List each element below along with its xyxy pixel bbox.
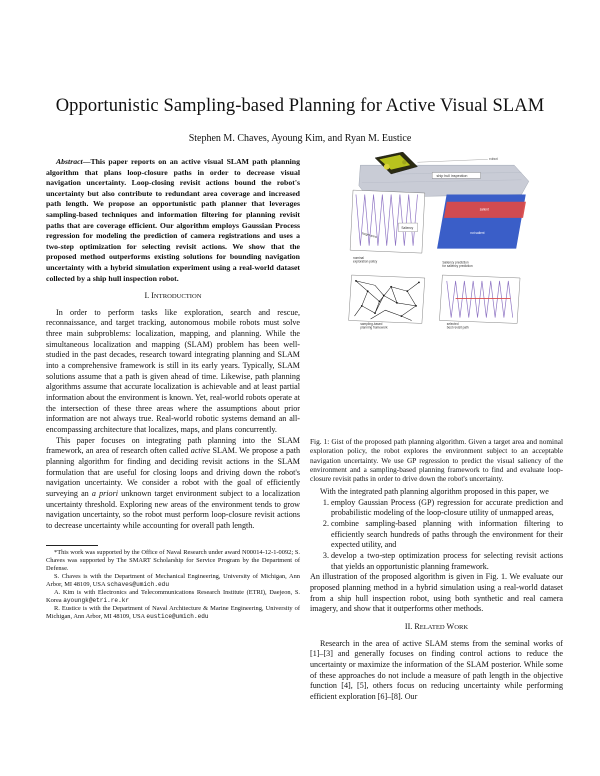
label-target-area: target area — [361, 231, 378, 239]
selected-path-panel — [439, 275, 520, 329]
figure-1 — [312, 152, 564, 434]
footnote-eustice: R. Eustice is with the Department of Naval Architecture & Marine Engineering, University of Michigan, Ann Arbor, MI 48109, USA eustice@umich.edu — [46, 605, 300, 621]
label-gp-prediction: Saliency prediction for saliency prediction — [442, 260, 473, 268]
label-robot: robot — [489, 157, 498, 162]
footnote-kim: A. Kim is with Electronics and Telecommunications Research Institute (ETRI), Daejeon, S. Korea ayoungk@etri.re.kr — [46, 589, 300, 605]
abstract-label: Abstract — [56, 157, 83, 166]
intro-paragraph-1: In order to perform tasks like exploration, search and rescue, reconnaissance, and target tracking, autonomous mobile robots must solve three main subproblems: localization, mapping, and planning. While the simultaneous localization and mapping (SLAM) problem has been well-studied in the past decades, research toward integrating planning and SLAM into a comprehensive framework is still in its early years. Typically, SLAM solutions assume that a path is given ahead of time. Likewise, path planning algorithms assume that accurate localization is achievable and at least partial information about the environment is known. Yet, real-world robots operate at the intersection of these three areas where the assumptions about prior information are not always true. Real-world robotic systems demand an all-encompassing architecture that localizes, maps, and plans concurrently. — [46, 307, 300, 434]
contributions-list — [310, 498, 563, 573]
footnote-rule — [46, 545, 98, 546]
figure-1-caption: Fig. 1: Gist of the proposed path planning algorithm. Given a target area and nominal exploration policy, the robot explores the environment subject to an acceptable navigation uncertainty. We use GP regression to predict the visual saliency of the environment and a sampling-based planning framework to find and evaluate loop-closure revisit paths in order to drive down the robot's uncertainty. — [310, 437, 563, 484]
related-paragraph-1: Research in the area of active SLAM stems from the seminal works of [1]–[3] and generally focuses on finding control actions to reduce the uncertainty or maximize the information of the SLAM posterior. While some of these approaches do not include a measure of path length in the objective function [4], [5], others focus on reducing uncertainty while performing efficient exploration [6]–[8]. Our — [310, 638, 563, 701]
contribution-item: 1. employ Gaussian Process (GP) regression for accurate prediction and probabilistic modeling of the loop-closure utility of unmapped areas, — [331, 498, 563, 519]
contribution-item: 3. develop a two-step optimization process for selecting revisit actions that yields an opportunistic planning framework. — [331, 551, 563, 572]
abstract-text: —This paper reports on an active visual SLAM path planning algorithm that plans loop-closure paths in order to decrease visual navigation uncertainty. Loop-closing revisit actions bound the robot's uncertainty but also contribute to redundant area coverage and increased path length. We propose an opportunistic path planner that leverages sampling-based techniques and information filtering for planning revisit paths that are coverage efficient. Our algorithm employs Gaussian Process regression for modeling the prediction of camera registrations and uses a two-step optimization for selecting revisit actions. We show that the proposed method outperforms existing solutions for bounding navigation uncertainty with a hybrid simulation experiment using a real-world dataset collected by a ship hull inspection robot. — [46, 157, 300, 283]
paper-title: Opportunistic Sampling-based Planning for Active Visual SLAM — [55, 96, 545, 116]
left-column — [46, 157, 300, 621]
figure-1-illustration — [312, 152, 564, 434]
label-sampling-framework: sampling-based planning framework — [360, 321, 388, 330]
label-selected-path: selected best revisit path — [446, 321, 469, 330]
intro-paragraph-2: This paper focuses on integrating path planning into the SLAM framework, an area of research often called active SLAM. We propose a path planning algorithm for finding and deciding revisit actions in the SLAM formulation that are useful for closing loops and driving down the robot's navigation uncertainty. We consider a robot with the goal of efficiently surveying an a priori unknown target environment subject to a localization uncertainty threshold. Exploring new areas of the environment tends to grow navigation uncertainty, so the robot must perform loop-closure revisit actions to decrease uncertainty while accounting for overall path length. — [46, 435, 301, 530]
footnote-funding: *This work was supported by the Office of Naval Research under award N00014-12-1-0092; S. Chaves was supported by The SMART Scholarship for Service Program by the Department of Defense. — [46, 548, 300, 572]
label-saliency: Saliency — [401, 225, 414, 230]
paper-authors: Stephen M. Chaves, Ayoung Kim, and Ryan M. Eustice — [188, 133, 412, 144]
sampling-panel — [349, 275, 425, 329]
contribution-item: 2. combine sampling-based planning with information filtering to efficiently search hundreds of paths through the environment for their expected utility, and — [331, 519, 563, 551]
footnote-chaves: S. Chaves is with the Department of Mechanical Engineering, University of Michigan, Ann Arbor, MI 48109, USA schaves@umich.edu — [46, 572, 300, 588]
abstract — [46, 157, 300, 284]
section-heading-related-work: II. RELATED WORK — [404, 621, 469, 631]
label-salient: salient — [479, 207, 489, 212]
label-not-salient: not salient — [470, 231, 485, 236]
section-heading-introduction: I. INTRODUCTION — [144, 291, 202, 301]
label-nominal-policy: nominal exploration policy — [353, 255, 378, 264]
contributions-intro: With the integrated path planning algorithm proposed in this paper, we — [320, 487, 549, 496]
illustration-paragraph: An illustration of the proposed algorithm is given in Fig. 1. We evaluate our proposed planning method in a hybrid simulation using a real-world dataset from a ship hull inspection robot, using both synthetic and real camera imagery, and show that it outperforms other methods. — [310, 572, 563, 614]
right-column-text — [310, 487, 563, 702]
label-ship-hull: ship hull inspection — [436, 173, 468, 178]
